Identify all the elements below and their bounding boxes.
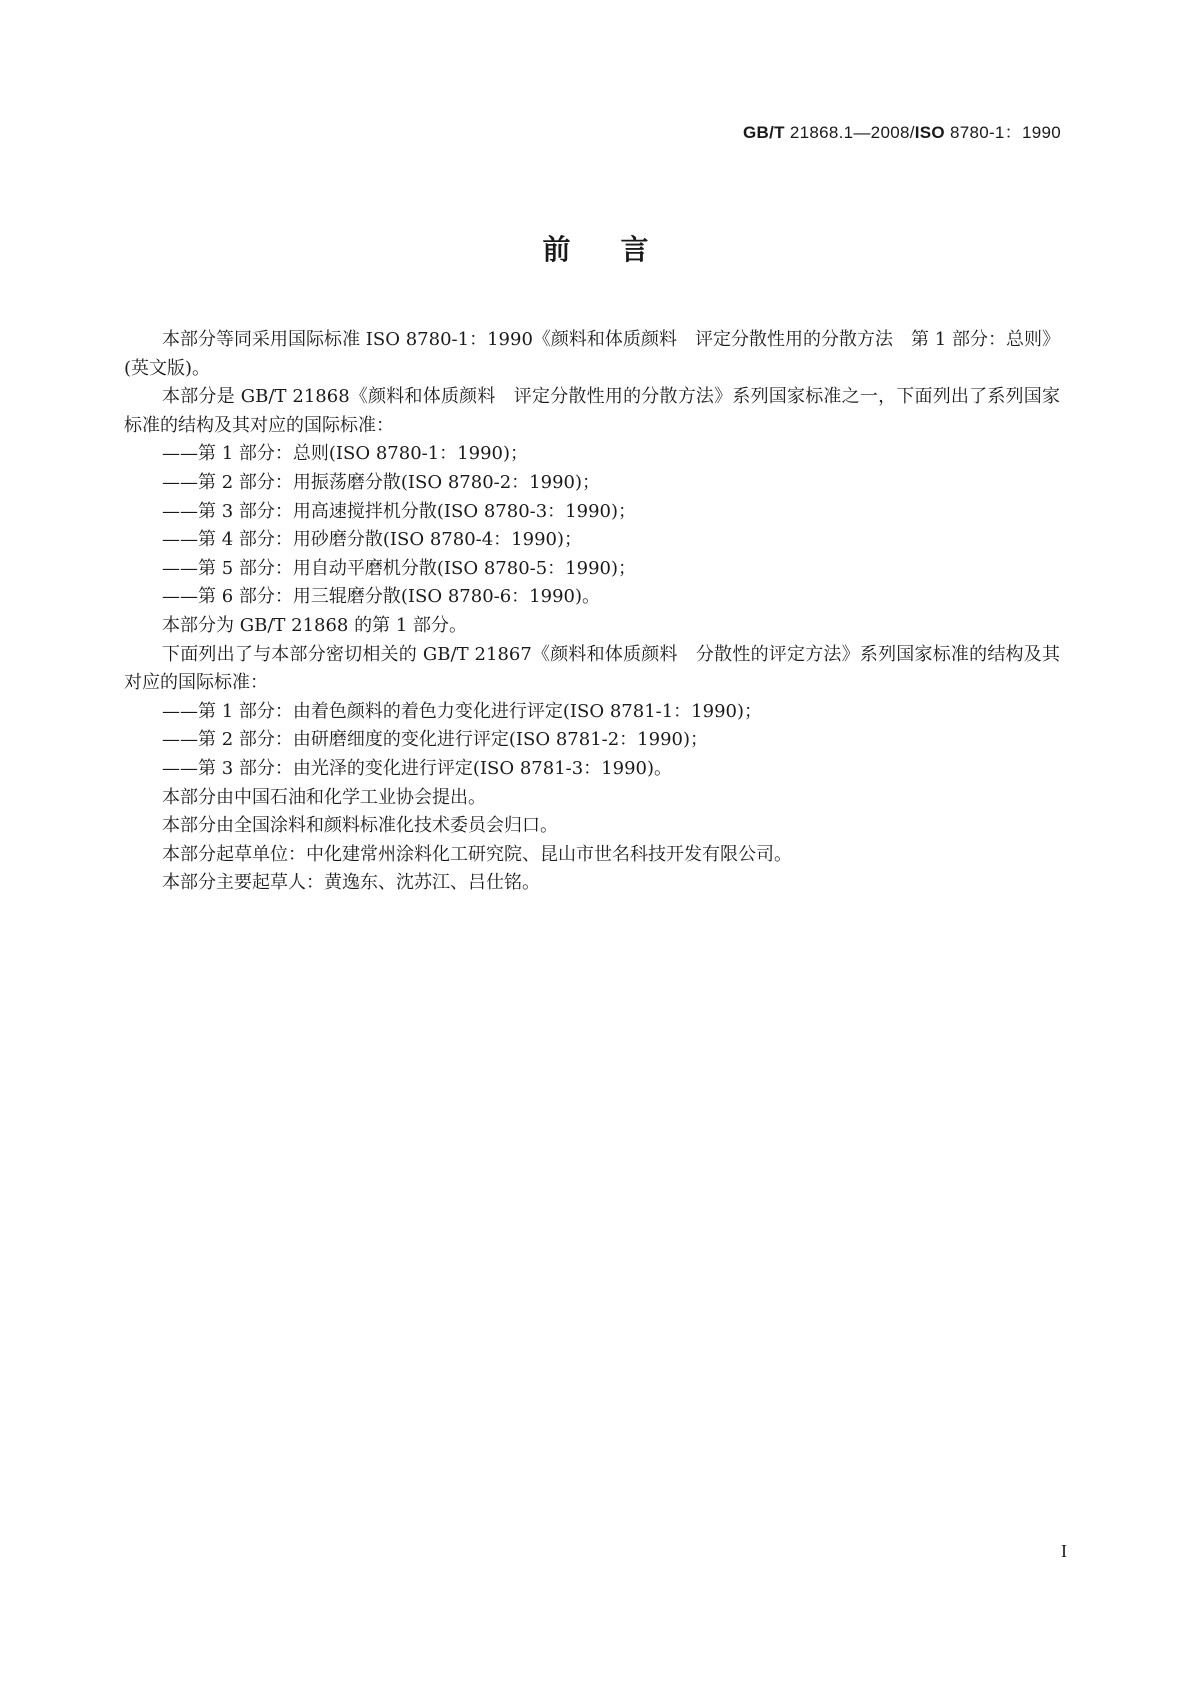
paragraph-committee: 本部分由全国涂料和颜料标准化技术委员会归口。	[162, 815, 558, 837]
paragraph-related-series: 下面列出了与本部分密切相关的 GB/T 21867《颜料和体质颜料 分散性的评定方法》系列国家标准的结构及其对应的国际标准：	[124, 643, 1060, 694]
list-item: ——第 2 部分：由研磨细度的变化进行评定(ISO 8781-2：1990)；	[162, 729, 709, 751]
list-item: ——第 5 部分：用自动平磨机分散(ISO 8780-5：1990)；	[162, 557, 637, 579]
paragraph-drafters: 本部分主要起草人：黄逸东、沈苏江、吕仕铭。	[162, 872, 540, 894]
std-prefix: GB/T	[743, 123, 785, 142]
foreword-body	[124, 326, 1060, 898]
list-item: ——第 3 部分：由光泽的变化进行评定(ISO 8781-3：1990)。	[162, 757, 673, 779]
standard-number-header	[743, 118, 1061, 143]
list-item: ——第 1 部分：总则(ISO 8780-1：1990)；	[162, 443, 529, 465]
iso-number: 8780-1：1990	[944, 123, 1061, 142]
list-item: ——第 6 部分：用三辊磨分散(ISO 8780-6：1990)。	[162, 586, 601, 608]
std-number: 21868.1—2008/	[784, 123, 915, 142]
page-number: I	[1061, 1541, 1067, 1561]
list-item: ——第 4 部分：用砂磨分散(ISO 8780-4：1990)；	[162, 529, 583, 551]
list-item: ——第 3 部分：用高速搅拌机分散(ISO 8780-3：1990)；	[162, 500, 637, 522]
list-item: ——第 1 部分：由着色颜料的着色力变化进行评定(ISO 8781-1：1990)；	[162, 700, 763, 722]
paragraph-drafting-units: 本部分起草单位：中化建常州涂料化工研究院、昆山市世名科技开发有限公司。	[162, 843, 792, 865]
list-item: ——第 2 部分：用振荡磨分散(ISO 8780-2：1990)；	[162, 471, 601, 493]
iso-prefix: ISO	[914, 123, 945, 142]
paragraph-series: 本部分是 GB/T 21868《颜料和体质颜料 评定分散性用的分散方法》系列国家标准之一，下面列出了系列国家标准的结构及其对应的国际标准：	[124, 386, 1060, 436]
page-title: 前言	[542, 233, 699, 266]
paragraph-adoption: 本部分等同采用国际标准 ISO 8780-1：1990《颜料和体质颜料 评定分散性用的分散方法 第 1 部分：总则》(英文版)。	[124, 329, 1060, 379]
paragraph-part-number: 本部分为 GB/T 21868 的第 1 部分。	[162, 614, 467, 636]
paragraph-proposer: 本部分由中国石油和化学工业协会提出。	[162, 786, 486, 808]
